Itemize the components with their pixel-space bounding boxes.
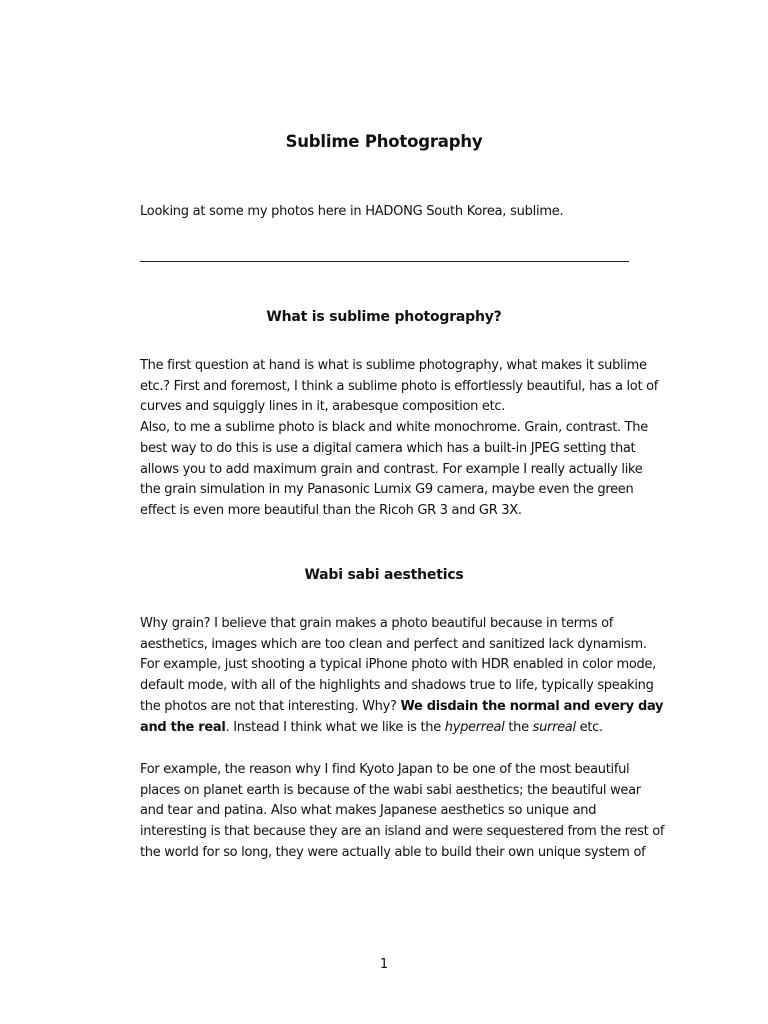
line-text: the	[504, 719, 533, 735]
bold-emphasis: We disdain the normal and every day	[400, 698, 664, 714]
paragraph-line: Why grain? I believe that grain makes a photo beautiful because in terms of	[140, 616, 614, 631]
section-heading-wabi-sabi: Wabi sabi aesthetics	[304, 567, 464, 583]
page-number: 1	[379, 957, 389, 972]
paragraph-line: and tear and patina. Also what makes Japanese aesthetics so unique and	[140, 803, 597, 819]
paragraph-line: aesthetics, images which are too clean and perfect and sanitized lack dynamism.	[140, 636, 647, 652]
paragraph-line: For example, just shooting a typical iPhone photo with HDR enabled in color mode,	[140, 657, 656, 673]
paragraph-line: places on planet earth is because of the wabi sabi aesthetics; the beautiful wear	[140, 782, 641, 798]
line-text: etc.	[575, 719, 603, 735]
paragraph-line: Also, to me a sublime photo is black and white monochrome. Grain, contrast. The	[140, 420, 648, 436]
section-heading-sublime: What is sublime photography?	[266, 309, 502, 325]
paragraph-line: curves and squiggly lines in it, arabesque composition etc.	[140, 399, 506, 415]
paragraph-line: effect is even more beautiful than the Ricoh GR 3 and GR 3X.	[140, 502, 522, 518]
paragraph-line: best way to do this is use a digital camera which has a built-in JPEG setting that	[140, 440, 636, 456]
intro-text: Looking at some my photos here in HADONG South Korea, sublime.	[140, 204, 564, 219]
document-title: Sublime Photography	[285, 132, 483, 151]
horizontal-rule	[140, 261, 629, 262]
paragraph-line: the grain simulation in my Panasonic Lumix G9 camera, maybe even the green	[140, 482, 634, 498]
italic-emphasis: surreal	[532, 719, 576, 735]
paragraph-line: interesting is that because they are an island and were sequestered from the rest of	[140, 824, 665, 840]
paragraph-line: The first question at hand is what is sublime photography, what makes it sublime	[140, 358, 647, 373]
paragraph-line	[140, 718, 632, 739]
paragraph-line: For example, the reason why I find Kyoto Japan to be one of the most beautiful	[140, 762, 630, 777]
paragraph-grain	[140, 614, 664, 738]
paragraph-line: etc.? First and foremost, I think a sublime photo is effortlessly beautiful, has a lot of	[140, 378, 658, 394]
paragraph-line	[140, 697, 664, 718]
bold-emphasis: and the real	[140, 719, 226, 735]
paragraph-line: allows you to add maximum grain and contrast. For example I really actually like	[140, 461, 643, 477]
paragraph-kyoto	[140, 760, 665, 864]
line-text: . Instead I think what we like is the	[225, 719, 445, 735]
line-text: the photos are not that interesting. Why?	[140, 698, 401, 714]
paragraph-line: the world for so long, they were actually able to build their own unique system of	[140, 844, 646, 860]
italic-emphasis: hyperreal	[444, 719, 505, 735]
paragraph-line: default mode, with all of the highlights and shadows true to life, typically speaking	[140, 678, 654, 694]
paragraph-sublime	[140, 356, 658, 522]
